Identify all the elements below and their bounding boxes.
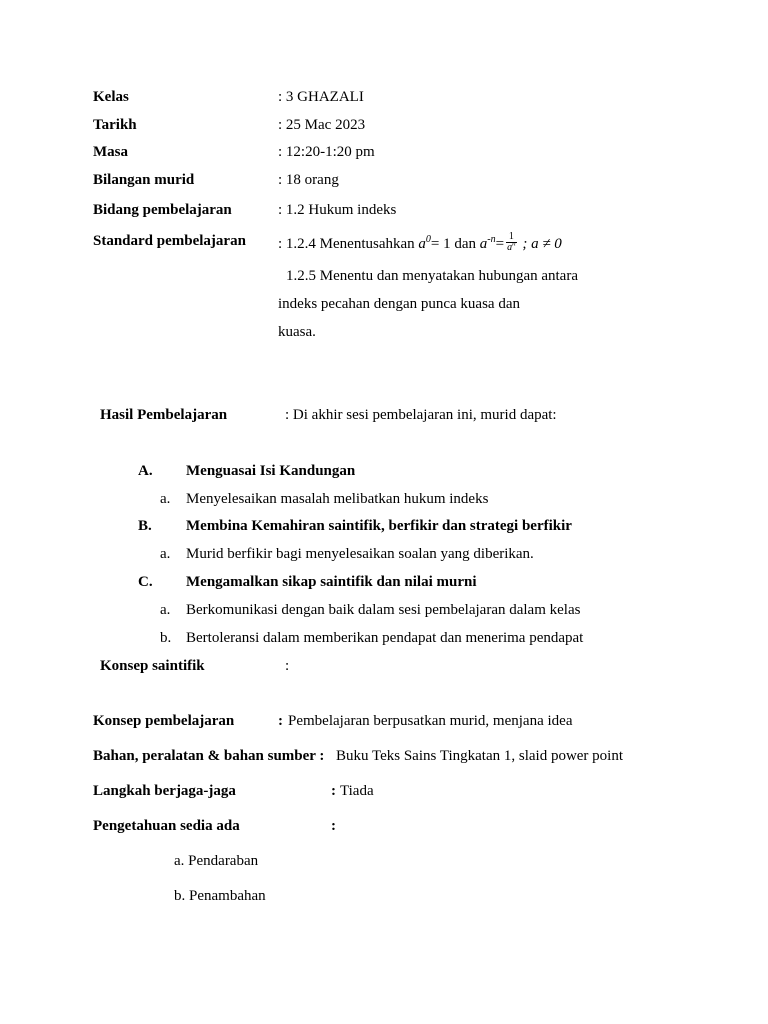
bilangan-value: : 18 orang — [278, 172, 339, 188]
section-c-item-b-text: Bertoleransi dalam memberikan pendapat dan menerima pendapat — [186, 630, 584, 646]
standard-line-4: kuasa. — [278, 324, 316, 340]
math-eq2: = — [495, 235, 505, 252]
pengetahuan-item-b: b. Penambahan — [174, 888, 266, 904]
tarikh-label: Tarikh — [93, 117, 137, 133]
hasil-label: Hasil Pembelajaran — [100, 407, 228, 423]
standard-line-3: indeks pecahan dengan punca kuasa dan — [278, 296, 520, 312]
masa-label: Masa — [93, 144, 128, 160]
tarikh-value: : 25 Mac 2023 — [278, 117, 366, 133]
langkah-label: Langkah berjaga-jaga — [93, 783, 236, 799]
bidang-value: : 1.2 Hukum indeks — [278, 202, 397, 218]
bilangan-label: Bilangan murid — [93, 172, 195, 188]
bidang-label: Bidang pembelajaran — [93, 202, 232, 218]
standard-prefix: : 1.2.4 Menentusahkan — [278, 235, 415, 252]
section-c-item-a-marker: a. — [160, 602, 171, 618]
kelas-value: : 3 GHAZALI — [278, 89, 364, 105]
section-b-item-text: Murid berfikir bagi menyelesaikan soalan yang diberikan. — [186, 546, 534, 562]
masa-value: : 12:20-1:20 pm — [278, 144, 375, 160]
math-condition: ; a ≠ 0 — [522, 235, 562, 252]
section-b-title: Membina Kemahiran saintifik, berfikir dan strategi berfikir — [186, 518, 572, 534]
section-b-item-marker: a. — [160, 546, 171, 562]
kelas-label: Kelas — [93, 89, 129, 105]
langkah-colon: : — [331, 783, 336, 799]
section-c-letter: C. — [138, 574, 153, 590]
konsep-pembelajaran-value: Pembelajaran berpusatkan murid, menjana idea — [288, 713, 573, 729]
konsep-pembelajaran-colon: : — [278, 713, 283, 729]
math-eq1: = 1 dan — [430, 235, 477, 252]
section-a-title: Menguasai Isi Kandungan — [186, 463, 356, 479]
section-a-item-marker: a. — [160, 491, 171, 507]
math-a-neg-n: $a^{-n}$ — [479, 233, 496, 252]
standard-line-2: 1.2.5 Menentu dan menyatakan hubungan antara — [286, 268, 578, 284]
section-c-item-b-marker: b. — [160, 630, 172, 646]
standard-label: Standard pembelajaran — [93, 233, 246, 249]
bahan-label: Bahan, peralatan & bahan sumber : — [93, 748, 325, 764]
section-b-letter: B. — [138, 518, 152, 534]
standard-line-1 — [278, 231, 562, 255]
konsep-pembelajaran-label: Konsep pembelajaran — [93, 713, 235, 729]
section-a-letter: A. — [138, 463, 153, 479]
konsep-saintifik-value: : — [285, 658, 290, 674]
langkah-value: Tiada — [340, 783, 374, 799]
math-fraction: $\frac{1}{a^n}$ — [507, 231, 516, 253]
pengetahuan-colon: : — [331, 818, 336, 834]
section-a-item-text: Menyelesaikan masalah melibatkan hukum indeks — [186, 491, 489, 507]
pengetahuan-label: Pengetahuan sedia ada — [93, 818, 240, 834]
konsep-saintifik-label: Konsep saintifik — [100, 658, 205, 674]
section-c-item-a-text: Berkomunikasi dengan baik dalam sesi pembelajaran dalam kelas — [186, 602, 581, 618]
pengetahuan-item-a: a. Pendaraban — [174, 853, 259, 869]
section-c-title: Mengamalkan sikap saintifik dan nilai murni — [186, 574, 477, 590]
bahan-value: Buku Teks Sains Tingkatan 1, slaid power point — [336, 748, 624, 764]
math-a-zero: $a^0$ — [418, 233, 431, 252]
hasil-value: : Di akhir sesi pembelajaran ini, murid dapat: — [285, 407, 557, 423]
